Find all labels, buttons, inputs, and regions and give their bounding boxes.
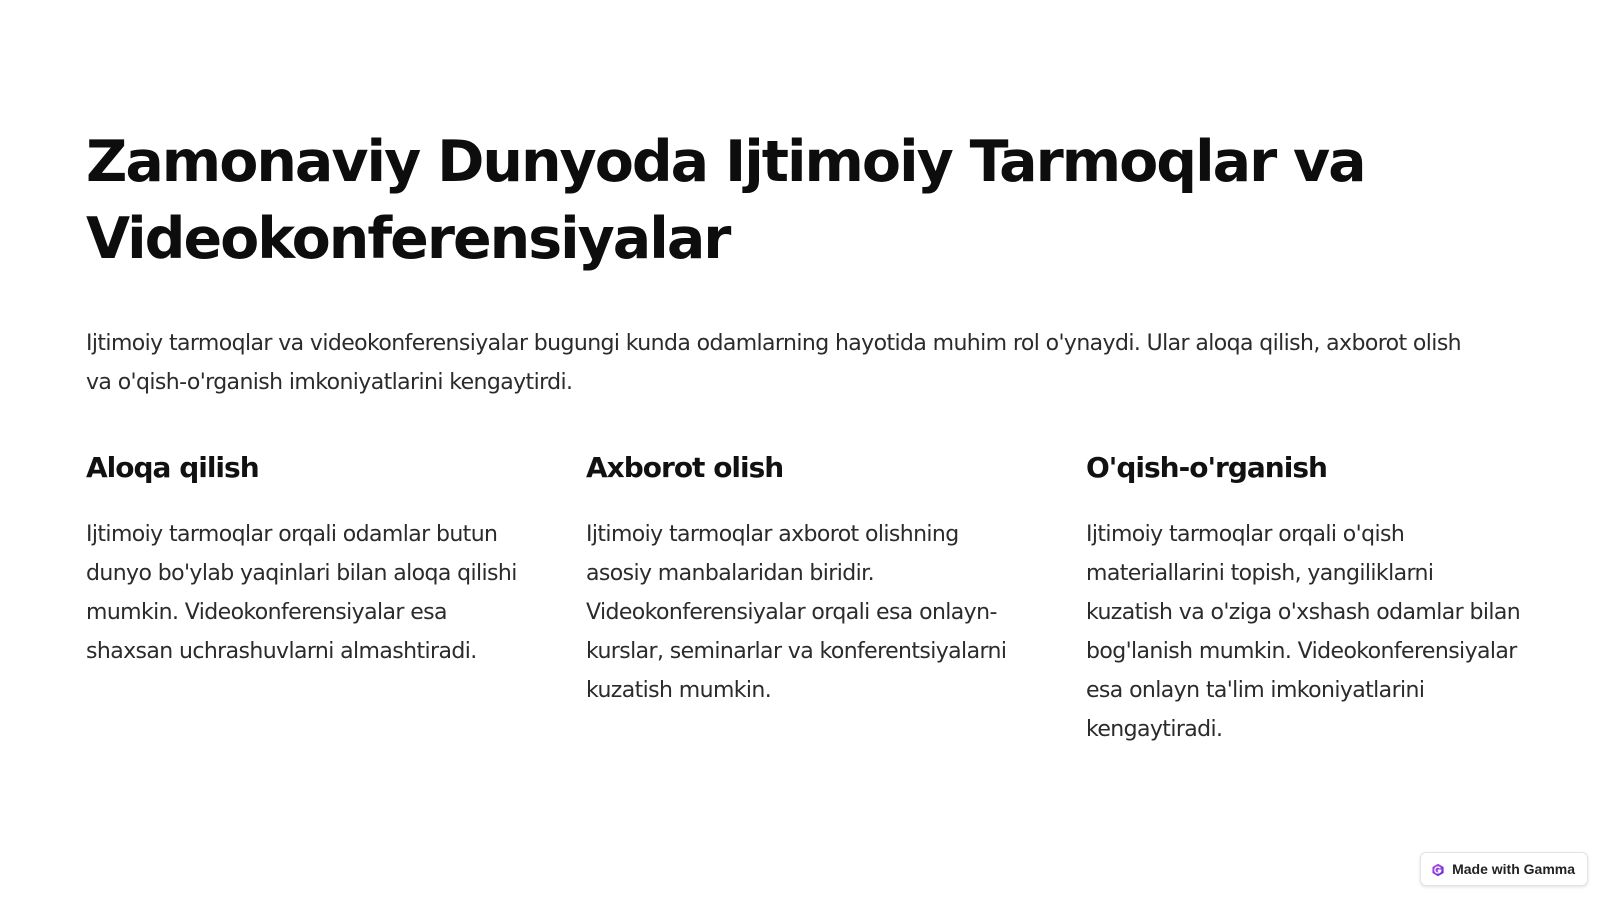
made-with-gamma-badge[interactable]: [1420, 852, 1588, 886]
column-heading: Axborot olish: [586, 451, 784, 484]
column-body: Ijtimoiy tarmoqlar axborot olishning asosiy manbalaridan biridir. Videokonferensiyalar orqali esa onlayn-kurslar, seminarlar va konferentsiyalarni kuzatish mumkin.: [586, 522, 1007, 703]
column-learning: [1086, 448, 1526, 749]
feature-columns: [86, 448, 1526, 768]
column-information: [586, 448, 1026, 710]
badge-label: Made with Gamma: [1452, 861, 1575, 877]
gamma-logo-icon: [1431, 862, 1445, 876]
column-body: Ijtimoiy tarmoqlar orqali o'qish materiallarini topish, yangiliklarni kuzatish va o'ziga o'xshash odamlar bilan bog'lanish mumkin. Videokonferensiyalar esa onlayn ta'lim imkoniyatlarini kengaytiradi.: [1086, 522, 1521, 742]
column-heading: Aloqa qilish: [86, 451, 259, 484]
slide-title: Zamonaviy Dunyoda Ijtimoiy Tarmoqlar va Videokonferensiyalar: [86, 129, 1365, 272]
column-heading: O'qish-o'rganish: [1086, 451, 1327, 484]
slide-intro: Ijtimoiy tarmoqlar va videokonferensiyalar bugungi kunda odamlarning hayotida muhim rol o'ynaydi. Ular aloqa qilish, axborot olish va o'qish-o'rganish imkoniyatlarini kengaytirdi.: [86, 331, 1462, 395]
column-communication: [86, 448, 526, 671]
column-body: Ijtimoiy tarmoqlar orqali odamlar butun dunyo bo'ylab yaqinlari bilan aloqa qilishi mumkin. Videokonferensiyalar esa shaxsan uchrashuvlarni almashtiradi.: [86, 522, 517, 664]
